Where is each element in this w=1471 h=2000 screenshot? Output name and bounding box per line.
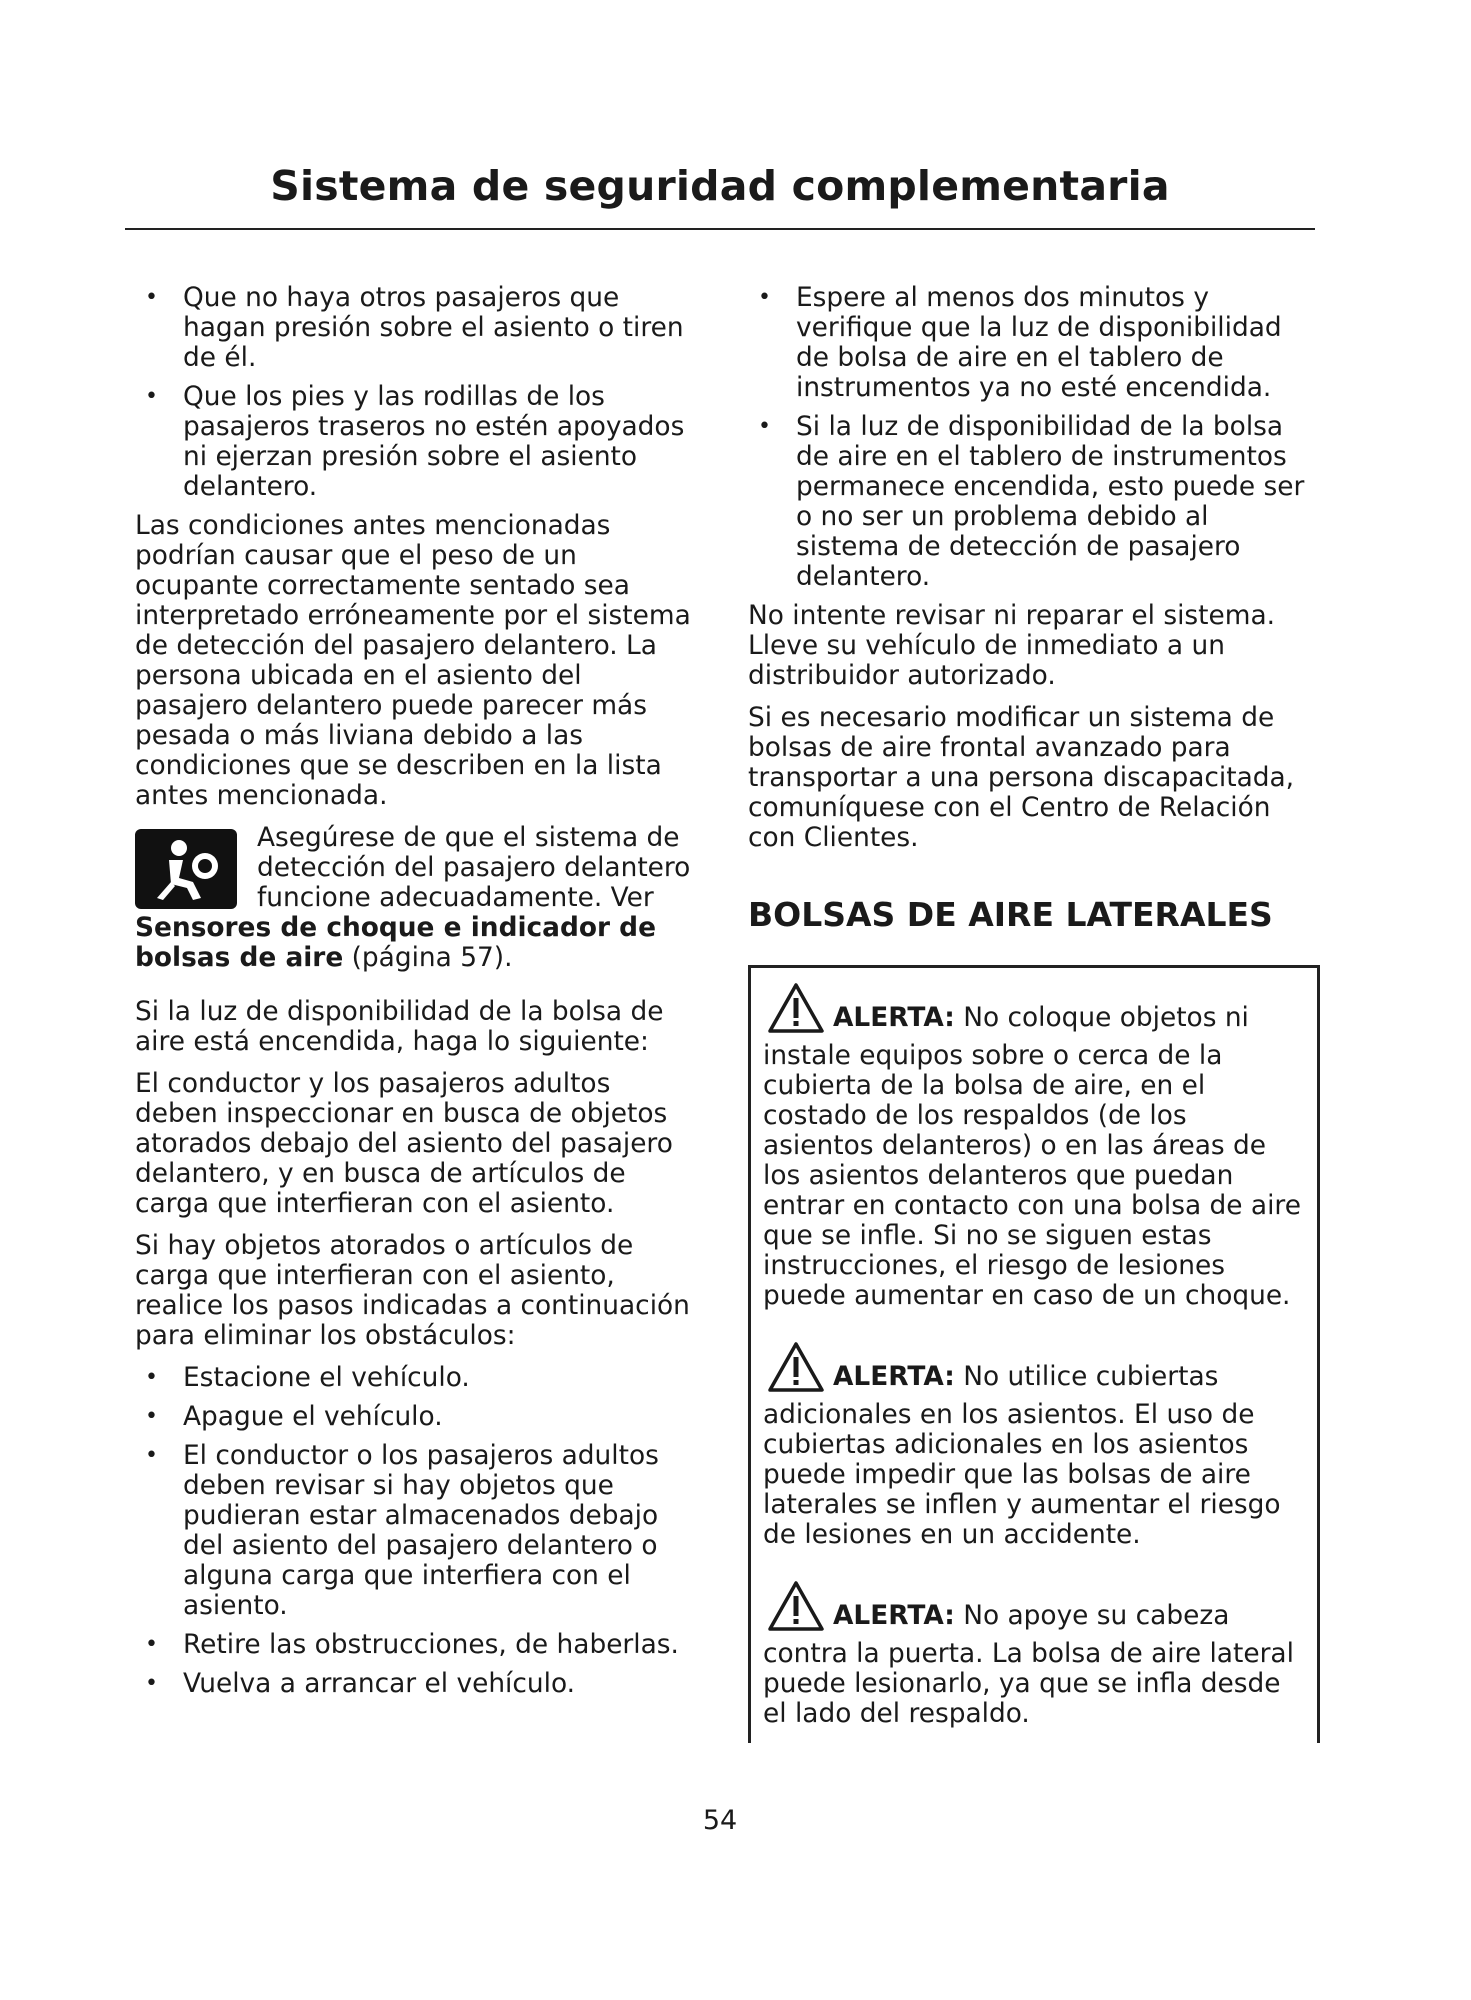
alert-item <box>763 1580 1305 1729</box>
light-on-paragraph: Si la luz de disponibilidad de la bolsa de aire está encendida, haga lo siguiente: <box>135 996 664 1057</box>
list-item: • Espere al menos dos minutos y verifique que la luz de disponibilidad de bolsa de aire en el tablero de instrumentos ya no esté encendida. <box>758 282 1282 403</box>
page-number: 54 <box>702 1805 738 1836</box>
conditions-paragraph: Las condiciones antes mencionadas podrían causar que el peso de un ocupante correctamente sentado sea interpretado erróneamente por el sistema de detección del pasajero delantero. La persona ubicada en el asiento del pasajero delantero puede parecer más pesada o más liviana debido a las condiciones que se describen en la lista antes mencionada. <box>135 510 691 811</box>
section-heading: BOLSAS DE AIRE LATERALES <box>748 895 1273 934</box>
list-item: • Apague el vehículo. <box>145 1401 443 1432</box>
bullet-icon: • <box>145 1632 158 1657</box>
airbag-check-note <box>135 823 695 973</box>
bullet-icon: • <box>145 1443 158 1468</box>
no-repair-paragraph: No intente revisar ni reparar el sistema. Lleve su vehículo de inmediato a un distribuidor autorizado. <box>748 600 1276 691</box>
bullet-icon: • <box>145 1404 158 1429</box>
alert-label: ALERTA: <box>833 1361 955 1392</box>
alert-item <box>763 1341 1305 1550</box>
list-item: • Retire las obstrucciones, de haberlas. <box>145 1629 679 1660</box>
modify-paragraph: Si es necesario modificar un sistema de bolsas de aire frontal avanzado para transportar a una persona discapacitada, comuníquese con el Centro de Relación con Clientes. <box>748 702 1295 853</box>
list-item: • Si la luz de disponibilidad de la bolsa de aire en el tablero de instrumentos permanece encendida, esto puede ser o no ser un problema debido al sistema de detección de pasajero delantero. <box>758 411 1305 592</box>
warning-triangle-icon <box>767 982 825 1041</box>
removal-steps-list <box>135 1363 695 1699</box>
alert-item <box>763 982 1305 1311</box>
warning-triangle-icon <box>767 1580 825 1639</box>
alert-box <box>748 965 1320 1743</box>
alert-text: No coloque objetos ni instale equipos sobre o cerca de la cubierta de la bolsa de aire, en el costado de los respaldos (de los asientos delanteros) o en las áreas de los asientos delanteros que puedan entrar en contacto con una bolsa de aire que se infle. Si no se siguen estas instrucciones, el riesgo de lesiones puede aumentar en caso de un choque. <box>763 1002 1301 1311</box>
list-item: • Que no haya otros pasajeros que hagan presión sobre el asiento o tiren de él. <box>145 282 684 373</box>
bullet-icon: • <box>758 285 771 310</box>
alert-label: ALERTA: <box>833 1002 955 1033</box>
title-divider <box>125 228 1315 230</box>
list-item: • Vuelva a arrancar el vehículo. <box>145 1668 576 1699</box>
alert-text: No apoye su cabeza contra la puerta. La bolsa de aire lateral puede lesionarlo, ya que se infla desde el lado del respaldo. <box>763 1600 1294 1729</box>
left-column <box>135 283 695 1708</box>
wait-steps-list <box>748 283 1308 592</box>
crash-sensors-link[interactable]: Sensores de choque e indicador de bolsas de aire <box>135 912 656 973</box>
inspect-paragraph: El conductor y los pasajeros adultos deben inspeccionar en busca de objetos atorados debajo del asiento del pasajero delantero, y en busca de artículos de carga que interfieran con el asiento. <box>135 1068 673 1219</box>
airbag-warning-icon <box>135 829 237 909</box>
alert-text: No utilice cubiertas adicionales en los asientos. El uso de cubiertas adicionales en los asientos puede impedir que las bolsas de aire laterales se inflen y aumentar el riesgo de lesiones en un accidente. <box>763 1361 1281 1550</box>
warning-triangle-icon <box>767 1341 825 1400</box>
list-item: • Estacione el vehículo. <box>145 1362 470 1393</box>
bullet-icon: • <box>145 285 158 310</box>
bullet-icon: • <box>145 1671 158 1696</box>
airbag-check-text: Asegúrese de que el sistema de detección del pasajero delantero funcione adecuadamente. Ver <box>257 823 691 913</box>
page-title: Sistema de seguridad complementaria <box>270 162 1170 210</box>
bullet-icon: • <box>758 414 771 439</box>
list-item: • Que los pies y las rodillas de los pasajeros traseros no estén apoyados ni ejerzan presión sobre el asiento delantero. <box>145 381 685 502</box>
right-column <box>748 283 1308 1743</box>
bullet-icon: • <box>145 1365 158 1390</box>
list-item: • El conductor o los pasajeros adultos deben revisar si hay objetos que pudieran estar almacenados debajo del asiento del pasajero delantero o alguna carga que interfiera con el asiento. <box>145 1440 659 1621</box>
page-reference: (página 57). <box>343 942 513 973</box>
bullet-icon: • <box>145 384 158 409</box>
objects-paragraph: Si hay objetos atorados o artículos de carga que interfieran con el asiento, realice los pasos indicadas a continuación para eliminar los obstáculos: <box>135 1230 690 1351</box>
alert-label: ALERTA: <box>833 1600 955 1631</box>
occupant-conditions-list <box>135 283 695 502</box>
